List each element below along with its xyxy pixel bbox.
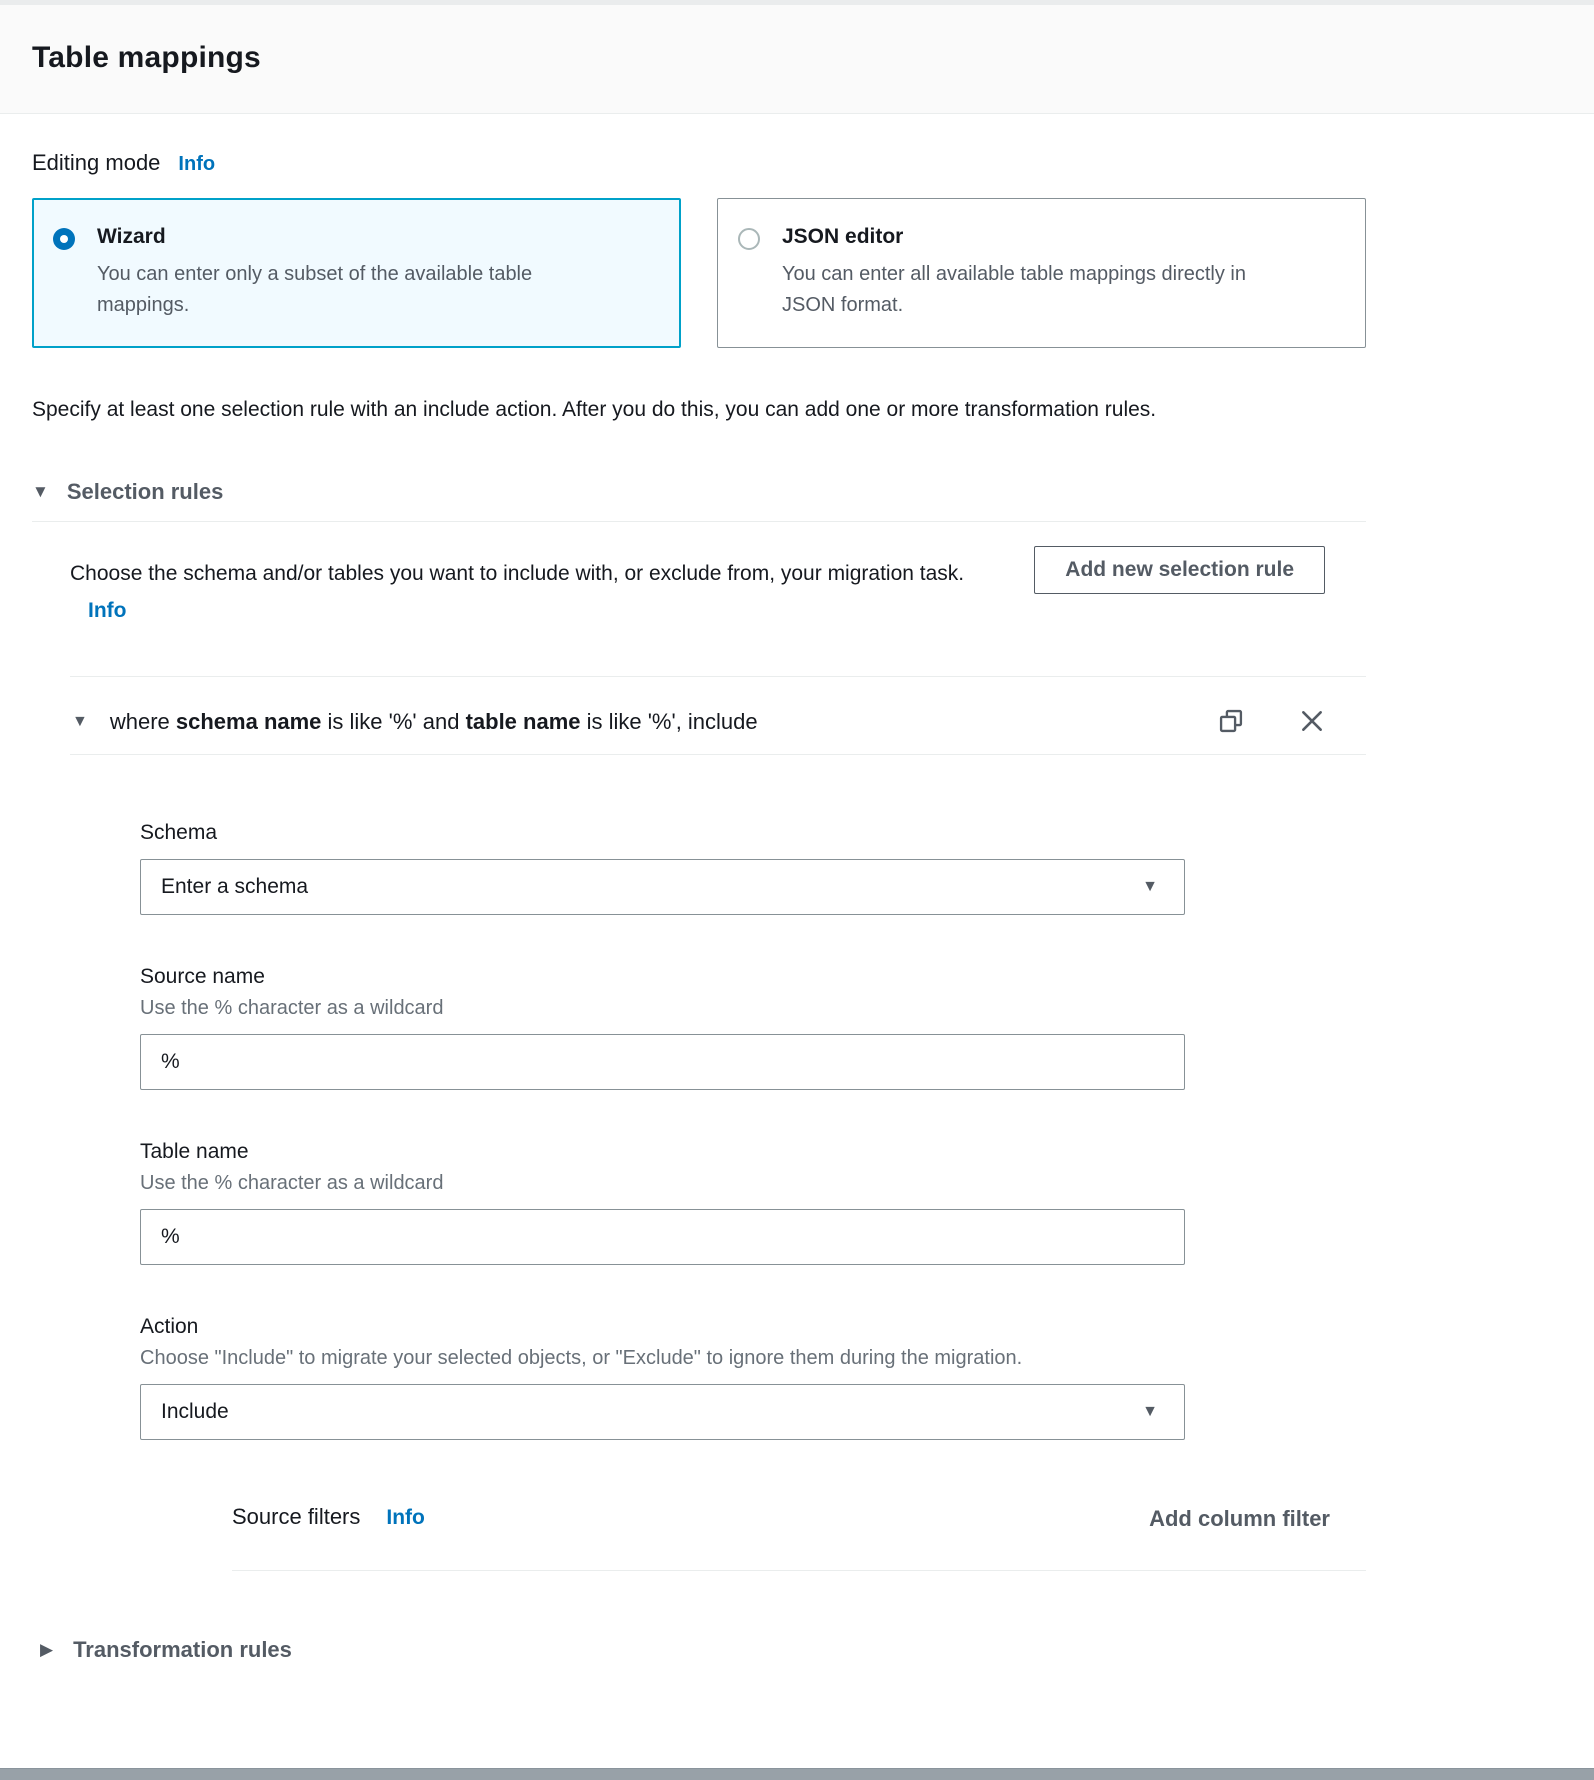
divider [32,521,1366,522]
remove-rule-button[interactable] [1299,708,1325,737]
source-filters-info-link[interactable]: Info [386,1505,425,1529]
add-new-selection-rule-button[interactable]: Add new selection rule [1034,546,1325,594]
source-filters-label: Source filters [232,1503,361,1529]
source-name-field-group [140,965,1366,1090]
tile-wizard-description: You can enter only a subset of the available table mappings. [97,263,533,316]
add-column-filter-button[interactable]: Add column filter [1149,1505,1330,1531]
copy-icon [1217,707,1245,738]
radio-json-editor[interactable] [738,228,760,250]
selection-rule-summary: where schema name is like '%' and table name is like '%', include [109,709,758,735]
tile-wizard-title: Wizard [97,225,166,248]
schema-select[interactable] [140,859,1185,915]
action-select[interactable] [140,1384,1185,1440]
schema-label: Schema [140,820,218,844]
table-name-label: Table name [140,1139,249,1163]
duplicate-rule-button[interactable] [1217,707,1245,738]
source-filters-row [232,1504,1366,1530]
tile-json-editor[interactable] [717,198,1366,348]
tile-wizard[interactable] [32,198,681,348]
tile-json-editor-description: You can enter all available table mappings directly in JSON format. [782,263,1246,316]
editing-mode-tiles [32,198,1366,348]
transformation-rules-header[interactable] [40,1637,1366,1663]
radio-wizard[interactable] [53,228,75,250]
editing-mode-info-link[interactable]: Info [178,153,216,175]
divider [70,754,1366,755]
divider [70,676,1366,677]
selection-rules-header[interactable] [32,479,1366,505]
chevron-down-icon: ▼ [1142,1402,1158,1420]
close-icon [1299,708,1325,737]
tile-json-editor-title: JSON editor [782,225,904,248]
chevron-down-icon: ▼ [32,482,49,502]
intro-text: Specify at least one selection rule with an include action. After you do this, you can add one or more transformation rules. [32,398,1157,421]
selection-rules-description: Choose the schema and/or tables you want to include with, or exclude from, your migration task. [70,561,965,585]
selection-rule-form [32,821,1366,1440]
main-content [0,150,1366,1663]
source-name-helper: Use the % character as a wildcard [140,996,444,1019]
action-helper: Choose "Include" to migrate your selected objects, or "Exclude" to ignore them during the migration. [140,1346,1023,1369]
source-name-label: Source name [140,964,265,988]
editing-mode-label: Editing mode [32,150,161,175]
page-header [0,5,1594,114]
editing-mode-row [32,150,1366,176]
schema-field-group [140,821,1366,915]
bottom-scrollbar[interactable] [0,1768,1594,1780]
selection-rule-header[interactable] [32,707,1366,738]
action-field-group [140,1315,1366,1440]
selection-rules-info-link[interactable]: Info [88,598,127,622]
transformation-rules-title: Transformation rules [73,1636,292,1662]
page-title: Table mappings [32,41,261,74]
selection-rules-title: Selection rules [66,478,224,504]
selection-rules-description-row [32,556,1366,660]
schema-select-value: Enter a schema [161,874,309,898]
action-select-value: Include [161,1399,229,1423]
chevron-down-icon: ▼ [72,713,88,731]
chevron-down-icon: ▼ [1142,877,1158,895]
divider [232,1570,1366,1571]
chevron-right-icon: ▶ [40,1640,54,1660]
table-name-helper: Use the % character as a wildcard [140,1171,444,1194]
table-name-field-group [140,1140,1366,1265]
action-label: Action [140,1314,199,1338]
table-name-input[interactable] [140,1209,1185,1265]
source-name-input[interactable] [140,1034,1185,1090]
